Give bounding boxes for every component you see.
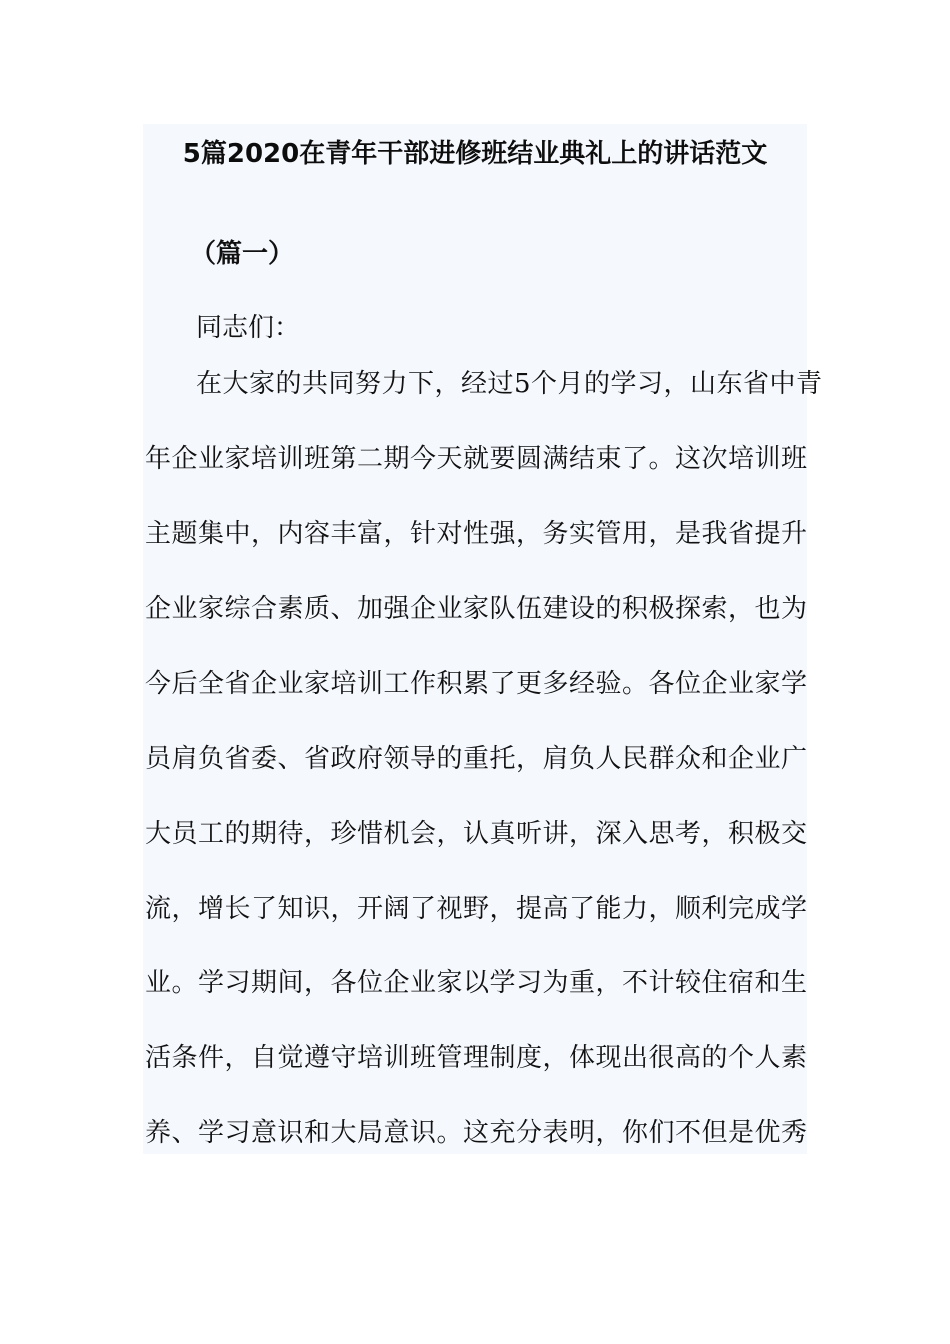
paragraph-line: 养、学习意识和大局意识。这充分表明，你们不但是优秀	[145, 1118, 808, 1148]
paragraph-line: 大员工的期待，珍惜机会，认真听讲，深入思考，积极交	[145, 819, 808, 849]
paragraph-line: 业。学习期间，各位企业家以学习为重，不计较住宿和生	[145, 968, 808, 998]
paragraph-line: 企业家综合素质、加强企业家队伍建设的积极探索，也为	[145, 594, 808, 624]
section-heading: （篇一）	[190, 239, 295, 269]
paragraph-line: 在大家的共同努力下，经过5个月的学习，山东省中青	[196, 369, 823, 399]
paragraph-line: 今后全省企业家培训工作积累了更多经验。各位企业家学	[145, 669, 808, 699]
paragraph-line: 员肩负省委、省政府领导的重托，肩负人民群众和企业广	[145, 744, 808, 774]
paragraph-line: 主题集中，内容丰富，针对性强，务实管用，是我省提升	[145, 519, 808, 549]
paragraph-line: 流，增长了知识，开阔了视野，提高了能力，顺利完成学	[145, 894, 808, 924]
paragraph-line: 活条件，自觉遵守培训班管理制度，体现出很高的个人素	[145, 1043, 808, 1073]
salutation: 同志们：	[196, 313, 301, 343]
paragraph-line: 年企业家培训班第二期今天就要圆满结束了。这次培训班	[145, 444, 808, 474]
document-title: 5篇2020在青年干部进修班结业典礼上的讲话范文	[182, 139, 768, 169]
